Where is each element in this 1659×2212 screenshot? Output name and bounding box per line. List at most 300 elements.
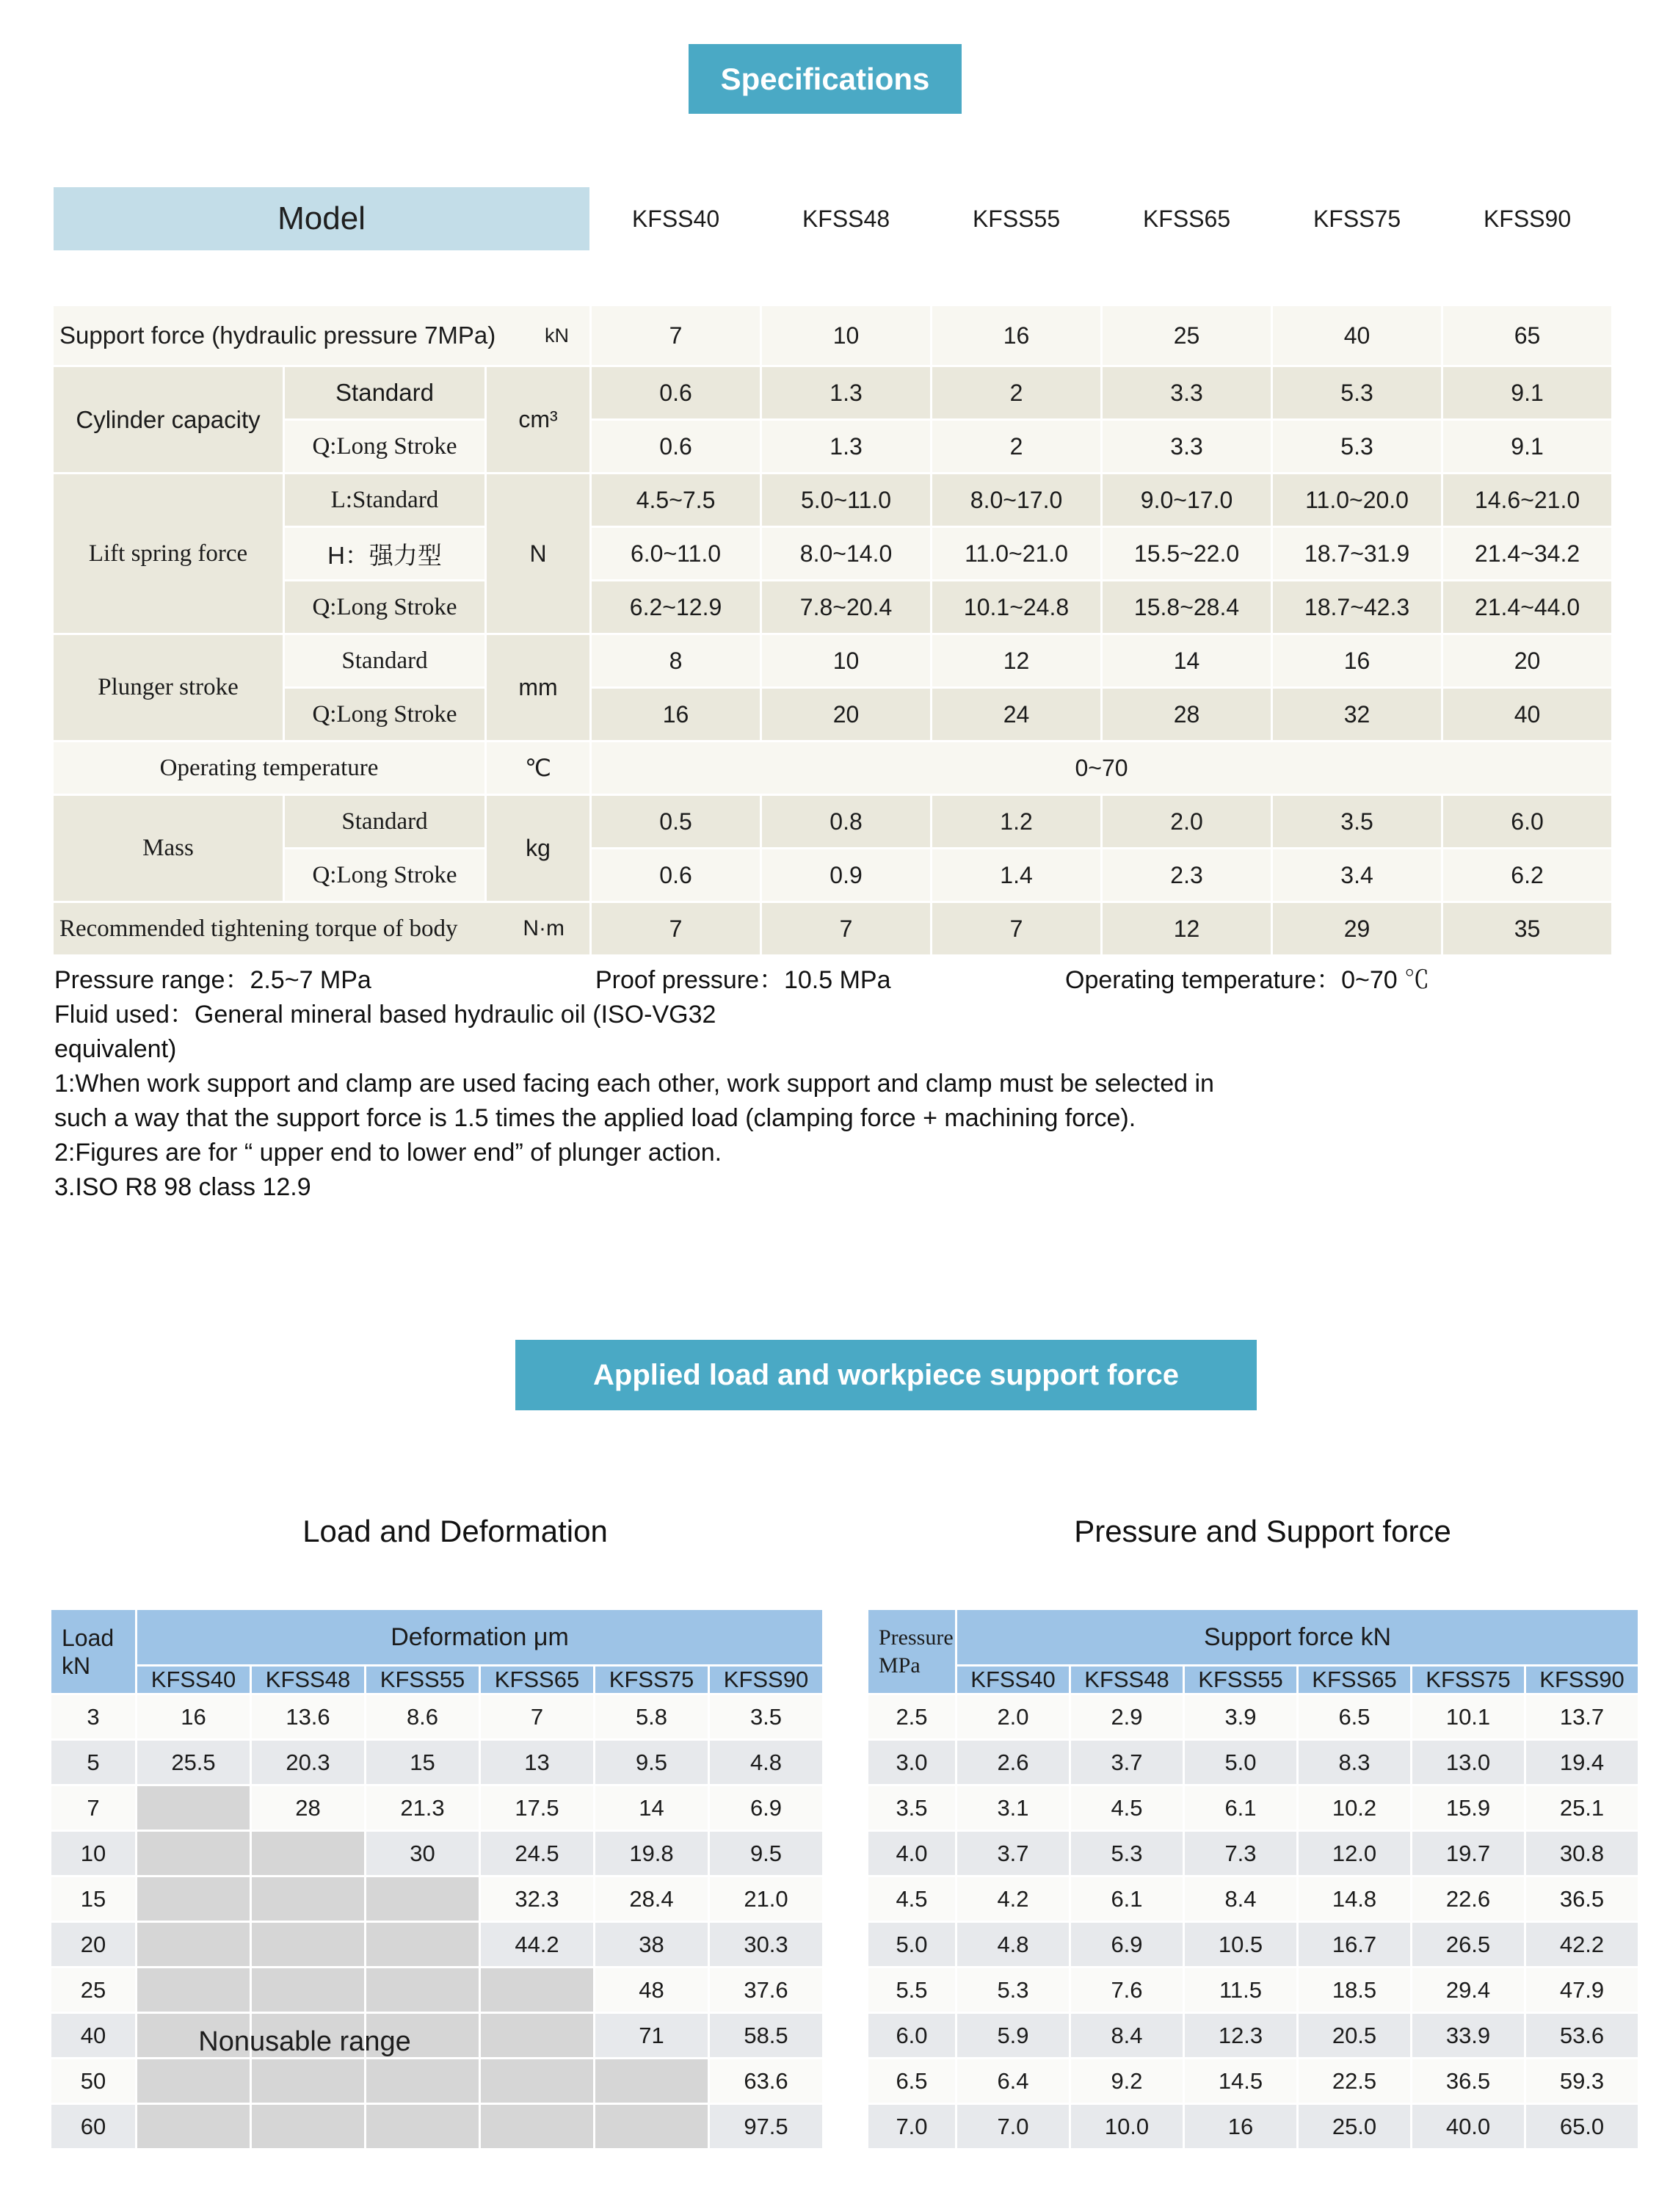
value-cell: KFSS40 [137, 1667, 250, 1693]
value-cell: 3.3 [1103, 421, 1271, 472]
table-row [868, 2105, 1638, 2148]
support-force-header: Support force kN [957, 1610, 1638, 1664]
value-cell: 3.5 [710, 1695, 822, 1738]
value-cell: 7 [762, 903, 930, 954]
row-header: 3.0 [868, 1741, 955, 1784]
value-cell: 7.3 [1185, 1832, 1296, 1875]
value-cell: KFSS55 [366, 1667, 479, 1693]
value-cell: KFSS75 [1313, 205, 1401, 232]
table-row [868, 1786, 1638, 1830]
value-cell: 0.8 [762, 796, 930, 847]
value-cell: 29 [1273, 903, 1441, 954]
value-cell: 8.6 [366, 1695, 479, 1738]
value-cell: 20.5 [1299, 2014, 1410, 2057]
value-cell: 5.3 [1273, 367, 1441, 418]
table-row [868, 1695, 1638, 1738]
value-cell: 30.8 [1526, 1832, 1638, 1875]
row-label-plunger-stroke: Plunger stroke [54, 635, 283, 740]
model-header: Model [54, 187, 589, 250]
value-cell: 6.1 [1185, 1786, 1296, 1830]
value-cell: 30.3 [710, 1923, 822, 1966]
pressure-mpa-header [868, 1610, 955, 1693]
note-line: 2:Figures are for “ upper end to lower end” of plunger action. [54, 1139, 722, 1167]
value-cell: 24 [932, 689, 1100, 740]
value-cell: 9.1 [1443, 421, 1611, 472]
value-cell: 10.0 [1071, 2105, 1183, 2148]
value-cell: 4.8 [710, 1741, 822, 1784]
value-cell: KFSS65 [481, 1667, 593, 1693]
value-cell: 20 [762, 689, 930, 740]
pressure-support-table-wrapper [866, 1608, 1640, 2150]
value-cell: 16 [592, 689, 760, 740]
header-line: MPa [879, 1653, 921, 1678]
row-header: 7 [51, 1786, 135, 1830]
row-header: 15 [51, 1877, 135, 1921]
value-cell: 53.6 [1526, 2014, 1638, 2057]
unit-label: N [487, 474, 589, 633]
row-label-cylinder-capacity: Cylinder capacity [54, 367, 283, 472]
value-cell: 32 [1273, 689, 1441, 740]
value-cell: 14 [1103, 635, 1271, 686]
load-deformation-table [49, 1608, 824, 2150]
value-cell: 0.9 [762, 849, 930, 901]
value-cell: 6.1 [1071, 1877, 1183, 1921]
notes-block [54, 963, 1618, 1205]
row-header: 2.5 [868, 1695, 955, 1738]
value-cell: 28 [252, 1786, 364, 1830]
nonusable-cell [137, 1786, 250, 1830]
table-header-row [868, 1667, 1638, 1693]
note-line: 1:When work support and clamp are used facing each other, work support and clamp must be selected in [54, 1070, 1214, 1098]
unit-label: ℃ [487, 742, 589, 794]
note-operating-temperature: Operating temperature：0~70 ℃ [1065, 966, 1430, 994]
row-label-lift-spring-force: Lift spring force [54, 474, 283, 633]
value-cell: 18.5 [1299, 1968, 1410, 2012]
value-cell: KFSS90 [1483, 205, 1572, 232]
row-header: 5.0 [868, 1923, 955, 1966]
value-cell: 48 [595, 1968, 708, 2012]
value-cell: 10 [762, 306, 930, 365]
value-cell: 12.0 [1299, 1832, 1410, 1875]
row-header: 10 [51, 1832, 135, 1875]
value-cell: KFSS55 [972, 205, 1061, 232]
value-cell: 32.3 [481, 1877, 593, 1921]
value-cell: 4.8 [957, 1923, 1069, 1966]
value-cell: 97.5 [710, 2105, 822, 2148]
value-cell: 2.9 [1071, 1695, 1183, 1738]
row-header: 20 [51, 1923, 135, 1966]
sub-label-standard: Standard [285, 367, 484, 418]
value-cell: 5.3 [957, 1968, 1069, 2012]
value-cell: 8.4 [1185, 1877, 1296, 1921]
value-cell: 26.5 [1412, 1923, 1524, 1966]
value-cell: 0.5 [592, 796, 760, 847]
value-cell: KFSS90 [1526, 1667, 1638, 1693]
nonusable-cell [481, 1968, 593, 2012]
table-row [54, 367, 1611, 418]
value-cell: 4.5~7.5 [592, 474, 760, 526]
value-cell: 44.2 [481, 1923, 593, 1966]
value-cell: 6.5 [1299, 1695, 1410, 1738]
row-label-text: Recommended tightening torque of body [59, 915, 458, 942]
value-cell: KFSS40 [957, 1667, 1069, 1693]
value-cell: 19.4 [1526, 1741, 1638, 1784]
nonusable-cell [137, 1877, 250, 1921]
nonusable-cell [252, 1877, 364, 1921]
value-cell: 0~70 [592, 742, 1611, 794]
value-cell: 20 [1443, 635, 1611, 686]
value-cell: 16 [137, 1695, 250, 1738]
table-row [51, 1968, 822, 2012]
value-cell: KFSS40 [631, 205, 720, 232]
value-cell: KFSS65 [1299, 1667, 1410, 1693]
value-cell: 28.4 [595, 1877, 708, 1921]
value-cell: 1.3 [762, 367, 930, 418]
value-cell: KFSS48 [1071, 1667, 1183, 1693]
row-label-support-force [54, 306, 589, 365]
value-cell: 3.7 [1071, 1741, 1183, 1784]
value-cell: 6.0~11.0 [592, 528, 760, 579]
value-cell: KFSS48 [802, 205, 890, 232]
nonusable-cell [137, 1968, 250, 2012]
value-cell: 40 [1443, 689, 1611, 740]
value-cell: 6.2~12.9 [592, 581, 760, 633]
nonusable-cell [366, 2105, 479, 2148]
row-header: 60 [51, 2105, 135, 2148]
nonusable-cell [137, 1832, 250, 1875]
note-proof-pressure: Proof pressure：10.5 MPa [595, 966, 891, 994]
value-cell: 9.1 [1443, 367, 1611, 418]
value-cell: 14 [595, 1786, 708, 1830]
value-cell: 36.5 [1412, 2059, 1524, 2103]
value-cell: KFSS90 [710, 1667, 822, 1693]
value-cell: 2 [932, 367, 1100, 418]
value-cell: 8.4 [1071, 2014, 1183, 2057]
table-row [54, 689, 1611, 740]
header-line: kN [62, 1652, 91, 1679]
specifications-banner: Specifications [689, 44, 962, 114]
nonusable-cell [252, 1923, 364, 1966]
table-row [868, 2014, 1638, 2057]
value-cell: 13.7 [1526, 1695, 1638, 1738]
value-cell: 1.4 [932, 849, 1100, 901]
value-cell: 7 [481, 1695, 593, 1738]
nonusable-cell [595, 2059, 708, 2103]
value-cell: 11.5 [1185, 1968, 1296, 2012]
table-header-row [54, 187, 1611, 250]
table-row [868, 1832, 1638, 1875]
table-header-row [868, 1610, 1638, 1664]
value-cell: 6.0 [1443, 796, 1611, 847]
value-cell: 10.1~24.8 [932, 581, 1100, 633]
value-cell: 71 [595, 2014, 708, 2057]
value-cell: 25 [1103, 306, 1271, 365]
value-cell: 0.6 [592, 849, 760, 901]
sub-label-long-stroke: Q:Long Stroke [285, 849, 484, 901]
value-cell: 5.9 [957, 2014, 1069, 2057]
table-row [868, 1923, 1638, 1966]
value-cell: 3.3 [1103, 367, 1271, 418]
value-cell: 13.0 [1412, 1741, 1524, 1784]
value-cell: 25.1 [1526, 1786, 1638, 1830]
unit-label: kN [545, 324, 570, 347]
note-line: equivalent) [54, 1035, 177, 1063]
nonusable-cell [137, 1923, 250, 1966]
value-cell: 6.9 [710, 1786, 822, 1830]
value-cell: 6.4 [957, 2059, 1069, 2103]
value-cell: 15.8~28.4 [1103, 581, 1271, 633]
row-header: 25 [51, 1968, 135, 2012]
value-cell: 7.6 [1071, 1968, 1183, 2012]
table-row [51, 1923, 822, 1966]
table-row [54, 528, 1611, 579]
value-cell: 33.9 [1412, 2014, 1524, 2057]
value-cell: 11.0~21.0 [932, 528, 1100, 579]
row-header: 50 [51, 2059, 135, 2103]
row-label-operating-temperature: Operating temperature [54, 742, 484, 794]
value-cell: 2 [932, 421, 1100, 472]
note-line: Fluid used：General mineral based hydraulic oil (ISO-VG32 [54, 1001, 716, 1029]
value-cell: 59.3 [1526, 2059, 1638, 2103]
value-cell: 2.3 [1103, 849, 1271, 901]
nonusable-cell [252, 1968, 364, 2012]
value-cell: 10.2 [1299, 1786, 1410, 1830]
table-row [868, 1968, 1638, 2012]
value-cell: 2.0 [1103, 796, 1271, 847]
value-cell: 5.3 [1273, 421, 1441, 472]
value-cell: 15.9 [1412, 1786, 1524, 1830]
value-cell: 4.5 [1071, 1786, 1183, 1830]
value-cell: 8 [592, 635, 760, 686]
sub-label-long-stroke: Q:Long Stroke [285, 421, 484, 472]
value-cell: 16 [1273, 635, 1441, 686]
value-cell: 24.5 [481, 1832, 593, 1875]
value-cell: 17.5 [481, 1786, 593, 1830]
unit-label: mm [487, 635, 589, 740]
value-cell: 16 [932, 306, 1100, 365]
row-label-text: Support force (hydraulic pressure 7MPa) [59, 322, 496, 349]
table-row [51, 1741, 822, 1784]
value-cell: 29.4 [1412, 1968, 1524, 2012]
nonusable-cell [595, 2105, 708, 2148]
table-row [54, 421, 1611, 472]
value-cell: 5.0~11.0 [762, 474, 930, 526]
value-cell: 12.3 [1185, 2014, 1296, 2057]
value-cell: 15 [366, 1741, 479, 1784]
table-row [51, 1877, 822, 1921]
unit-label: cm³ [487, 367, 589, 472]
value-cell: 58.5 [710, 2014, 822, 2057]
row-label-tightening-torque [54, 903, 589, 954]
sub-label-long-stroke: Q:Long Stroke [285, 581, 484, 633]
nonusable-cell [137, 2059, 250, 2103]
value-cell: 19.7 [1412, 1832, 1524, 1875]
note-line: such a way that the support force is 1.5 times the applied load (clamping force + machining force). [54, 1104, 1136, 1132]
nonusable-cell [252, 1832, 364, 1875]
note-line [54, 963, 1618, 998]
value-cell: 14.8 [1299, 1877, 1410, 1921]
value-cell: 22.6 [1412, 1877, 1524, 1921]
row-label-mass: Mass [54, 796, 283, 901]
value-cell: 8.0~17.0 [932, 474, 1100, 526]
value-cell: 8.0~14.0 [762, 528, 930, 579]
value-cell: 21.4~44.0 [1443, 581, 1611, 633]
unit-label: N·m [523, 916, 565, 940]
value-cell: 22.5 [1299, 2059, 1410, 2103]
value-cell: 14.6~21.0 [1443, 474, 1611, 526]
specifications-table-wrapper [51, 185, 1613, 957]
value-cell: 19.8 [595, 1832, 708, 1875]
row-header: 7.0 [868, 2105, 955, 2148]
load-kn-header [51, 1610, 135, 1693]
value-cell: 7 [592, 306, 760, 365]
row-header: 4.0 [868, 1832, 955, 1875]
nonusable-cell [366, 1923, 479, 1966]
table-header-row [51, 1667, 822, 1693]
value-cell: 10.5 [1185, 1923, 1296, 1966]
table-row [54, 306, 1611, 365]
row-header: 3.5 [868, 1786, 955, 1830]
table-row [868, 1741, 1638, 1784]
value-cell: 1.2 [932, 796, 1100, 847]
nonusable-cell [481, 2105, 593, 2148]
value-cell: 40.0 [1412, 2105, 1524, 2148]
value-cell: KFSS55 [1185, 1667, 1296, 1693]
value-cell: 28 [1103, 689, 1271, 740]
pressure-support-title: Pressure and Support force [1074, 1514, 1451, 1548]
nonusable-range-label: Nonusable range [198, 2026, 411, 2057]
value-cell: 13 [481, 1741, 593, 1784]
value-cell: 6.2 [1443, 849, 1611, 901]
table-row [51, 1695, 822, 1738]
sub-label-standard: Standard [285, 796, 484, 847]
value-cell: 21.3 [366, 1786, 479, 1830]
value-cell: 3.9 [1185, 1695, 1296, 1738]
value-cell: 35 [1443, 903, 1611, 954]
value-cell: 5.8 [595, 1695, 708, 1738]
pressure-support-table [866, 1608, 1640, 2150]
load-deformation-table-wrapper [49, 1608, 824, 2150]
value-cell: 25.0 [1299, 2105, 1410, 2148]
value-cell: 38 [595, 1923, 708, 1966]
value-cell: 37.6 [710, 1968, 822, 2012]
table-row [51, 1786, 822, 1830]
note-line: 3.ISO R8 98 class 12.9 [54, 1173, 311, 1201]
row-header: 5.5 [868, 1968, 955, 2012]
value-cell: 40 [1273, 306, 1441, 365]
table-row [54, 849, 1611, 901]
value-cell: 2.6 [957, 1741, 1069, 1784]
row-header: 3 [51, 1695, 135, 1738]
nonusable-cell [366, 1877, 479, 1921]
header-line: Pressure [879, 1625, 954, 1650]
table-row [54, 796, 1611, 847]
value-cell: 9.2 [1071, 2059, 1183, 2103]
value-cell: KFSS75 [1412, 1667, 1524, 1693]
nonusable-cell [252, 2059, 364, 2103]
table-row [868, 2059, 1638, 2103]
value-cell: 3.5 [1273, 796, 1441, 847]
value-cell: 20.3 [252, 1741, 364, 1784]
row-header: 40 [51, 2014, 135, 2057]
value-cell: 1.3 [762, 421, 930, 472]
value-cell: 3.1 [957, 1786, 1069, 1830]
value-cell: 9.5 [595, 1741, 708, 1784]
value-cell: 2.0 [957, 1695, 1069, 1738]
table-row [54, 581, 1611, 633]
value-cell: KFSS65 [1142, 205, 1231, 232]
value-cell: 14.5 [1185, 2059, 1296, 2103]
value-cell: 5.3 [1071, 1832, 1183, 1875]
value-cell: 16.7 [1299, 1923, 1410, 1966]
table-header-row [51, 1610, 822, 1664]
value-cell: KFSS48 [252, 1667, 364, 1693]
table-row [51, 1832, 822, 1875]
value-cell: 0.6 [592, 421, 760, 472]
table-row [51, 2059, 822, 2103]
nonusable-cell [252, 2105, 364, 2148]
value-cell: 11.0~20.0 [1273, 474, 1441, 526]
value-cell: 65.0 [1526, 2105, 1638, 2148]
sub-label-standard: Standard [285, 635, 484, 686]
value-cell: 12 [932, 635, 1100, 686]
sub-label-heavy-duty: H：强力型 [285, 528, 484, 579]
value-cell: 15.5~22.0 [1103, 528, 1271, 579]
sub-label-l-standard: L:Standard [285, 474, 484, 526]
value-cell: 5.0 [1185, 1741, 1296, 1784]
table-row [54, 742, 1611, 794]
value-cell: 8.3 [1299, 1741, 1410, 1784]
unit-label: kg [487, 796, 589, 901]
row-header: 5 [51, 1741, 135, 1784]
value-cell: 9.5 [710, 1832, 822, 1875]
value-cell: 65 [1443, 306, 1611, 365]
specifications-table [51, 185, 1613, 957]
sub-label-long-stroke: Q:Long Stroke [285, 689, 484, 740]
header-line: Load [62, 1624, 115, 1651]
value-cell: 47.9 [1526, 1968, 1638, 2012]
row-header: 6.0 [868, 2014, 955, 2057]
value-cell: 3.4 [1273, 849, 1441, 901]
value-cell: 18.7~31.9 [1273, 528, 1441, 579]
value-cell: 18.7~42.3 [1273, 581, 1441, 633]
value-cell: 13.6 [252, 1695, 364, 1738]
value-cell: 21.0 [710, 1877, 822, 1921]
value-cell: 42.2 [1526, 1923, 1638, 1966]
value-cell: 3.7 [957, 1832, 1069, 1875]
value-cell: 36.5 [1526, 1877, 1638, 1921]
spacer-row [54, 253, 1611, 304]
nonusable-cell [366, 1968, 479, 2012]
table-row [868, 1877, 1638, 1921]
table-row [54, 903, 1611, 954]
value-cell: 16 [1185, 2105, 1296, 2148]
value-cell: 21.4~34.2 [1443, 528, 1611, 579]
nonusable-cell [137, 2105, 250, 2148]
nonusable-cell [481, 2059, 593, 2103]
value-cell: 12 [1103, 903, 1271, 954]
value-cell: KFSS75 [595, 1667, 708, 1693]
value-cell: 63.6 [710, 2059, 822, 2103]
value-cell: 7.0 [957, 2105, 1069, 2148]
note-pressure-range: Pressure range：2.5~7 MPa [54, 966, 371, 994]
load-deformation-title: Load and Deformation [302, 1514, 608, 1548]
table-row [54, 635, 1611, 686]
applied-load-banner: Applied load and workpiece support force [515, 1340, 1257, 1410]
deformation-header: Deformation μm [137, 1610, 822, 1664]
value-cell: 6.9 [1071, 1923, 1183, 1966]
value-cell: 10.1 [1412, 1695, 1524, 1738]
